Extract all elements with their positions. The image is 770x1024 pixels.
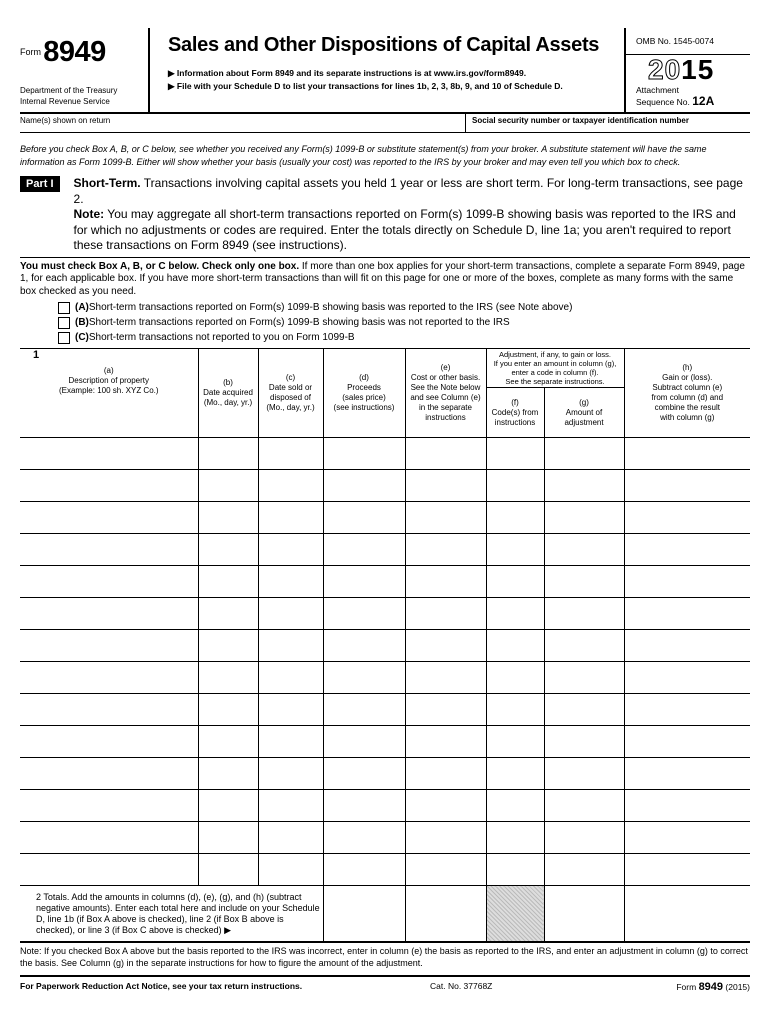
- col-g-entry-cell[interactable]: [544, 438, 624, 470]
- form-reference: [630, 981, 750, 993]
- col-d-entry-cell[interactable]: [323, 726, 405, 758]
- col-c-entry-cell[interactable]: [258, 534, 323, 566]
- col-c-entry-cell[interactable]: [258, 694, 323, 726]
- col-b-entry-cell[interactable]: [198, 534, 258, 566]
- col-a-entry-cell[interactable]: [20, 694, 198, 726]
- col-g-entry-cell[interactable]: [544, 758, 624, 790]
- form-ref-prefix: Form: [676, 982, 697, 992]
- box-options: [58, 300, 750, 345]
- col-b-entry-cell[interactable]: [198, 438, 258, 470]
- col-d-entry-cell[interactable]: [323, 854, 405, 886]
- col-c-header: (c) Date sold or disposed of (Mo., day, yr.): [258, 349, 323, 438]
- col-h-entry-cell[interactable]: [624, 790, 750, 822]
- col-c-entry-cell[interactable]: [258, 598, 323, 630]
- col-e-entry-cell[interactable]: [405, 438, 486, 470]
- col-b-entry-cell[interactable]: [198, 758, 258, 790]
- col-f-entry-cell[interactable]: [486, 502, 544, 534]
- col-h-entry-cell[interactable]: [624, 694, 750, 726]
- box-b-label: (B): [75, 317, 89, 328]
- col-a-header: [20, 349, 198, 438]
- col-e-entry-cell[interactable]: [405, 630, 486, 662]
- col-b-entry-cell[interactable]: [198, 598, 258, 630]
- col-a-entry-cell[interactable]: [20, 598, 198, 630]
- box-c-checkbox[interactable]: [58, 332, 70, 344]
- col-h-entry-cell[interactable]: [624, 854, 750, 886]
- col-d-entry-cell[interactable]: [323, 790, 405, 822]
- omb-number: OMB No. 1545-0074: [626, 28, 750, 55]
- col-g-entry-cell[interactable]: [544, 534, 624, 566]
- name-field[interactable]: [20, 114, 466, 132]
- table-row: [20, 470, 750, 502]
- col-a-entry-cell[interactable]: [20, 662, 198, 694]
- col-f-entry-cell[interactable]: [486, 470, 544, 502]
- col-c-entry-cell[interactable]: [258, 790, 323, 822]
- table-row: [20, 790, 750, 822]
- col-b-entry-cell[interactable]: [198, 854, 258, 886]
- col-e-entry-cell[interactable]: [405, 854, 486, 886]
- table-row: [20, 854, 750, 886]
- col-d-entry-cell[interactable]: [323, 534, 405, 566]
- col-d-entry-cell[interactable]: [323, 566, 405, 598]
- adjustment-header: Adjustment, if any, to gain or loss. If you enter an amount in column (g), enter a code in column (f). See the separate instructions.: [486, 349, 624, 388]
- col-h-entry-cell[interactable]: [624, 502, 750, 534]
- info-line1: ▶ Information about Form 8949 and its separate instructions is at www.irs.gov/form8949.: [168, 68, 527, 78]
- col-b-entry-cell[interactable]: [198, 502, 258, 534]
- col-e-entry-cell[interactable]: [405, 822, 486, 854]
- table-row: [20, 662, 750, 694]
- attachment-label: Attachment: [636, 85, 679, 95]
- line-number: 1: [33, 349, 40, 361]
- col-b-entry-cell[interactable]: [198, 822, 258, 854]
- col-e-entry-cell[interactable]: [405, 662, 486, 694]
- col-a-entry-cell[interactable]: [20, 758, 198, 790]
- col-b-entry-cell[interactable]: [198, 694, 258, 726]
- col-c-entry-cell[interactable]: [258, 726, 323, 758]
- col-h-header: (h) Gain or (loss). Subtract column (e) from column (d) and combine the result with column (g): [624, 349, 750, 438]
- col-a-entry-cell[interactable]: [20, 630, 198, 662]
- col-e-header: (e) Cost or other basis. See the Note below and see Column (e) in the separate instructions: [405, 349, 486, 438]
- col-f-entry-cell[interactable]: [486, 854, 544, 886]
- form-ref-number: 8949: [698, 981, 724, 993]
- col-h-entry-cell[interactable]: [624, 438, 750, 470]
- form-title: Sales and Other Dispositions of Capital Assets: [168, 34, 600, 56]
- box-a-label: (A): [75, 302, 89, 313]
- total-h-cell[interactable]: [624, 886, 750, 942]
- table-row: [20, 758, 750, 790]
- sequence-number: 12A: [692, 94, 715, 108]
- col-g-entry-cell[interactable]: [544, 726, 624, 758]
- col-c-entry-cell[interactable]: [258, 630, 323, 662]
- table-row: [20, 630, 750, 662]
- col-e-entry-cell[interactable]: [405, 534, 486, 566]
- year-suffix: 15: [681, 54, 715, 85]
- name-row: [20, 114, 750, 133]
- omb-block: [626, 28, 750, 112]
- table-row: [20, 598, 750, 630]
- col-a-entry-cell[interactable]: [20, 854, 198, 886]
- col-h-entry-cell[interactable]: [624, 662, 750, 694]
- col-g-entry-cell[interactable]: [544, 662, 624, 694]
- col-e-entry-cell[interactable]: [405, 470, 486, 502]
- box-a-row: [58, 300, 750, 315]
- col-b-entry-cell[interactable]: [198, 790, 258, 822]
- ssn-label: Social security number or taxpayer identification number: [472, 116, 689, 125]
- must-text: If more than one box applies for your short-term transactions, complete a separate Form 8949, page 1, for each applicable box. If you have more short-term transactions than will fit on this page for one or more of the boxes, complete as many forms with the same box checked as you need.: [20, 260, 745, 297]
- col-b-entry-cell[interactable]: [198, 662, 258, 694]
- col-h-entry-cell[interactable]: [624, 534, 750, 566]
- col-b-entry-cell[interactable]: [198, 630, 258, 662]
- col-d-entry-cell[interactable]: [323, 502, 405, 534]
- form-id-block: [20, 28, 150, 112]
- box-c-row: [58, 330, 750, 345]
- info-line2: ▶ File with your Schedule D to list your transactions for lines 1b, 2, 3, 8b, 9, and 10 of Schedule D.: [168, 81, 563, 91]
- col-c-entry-cell[interactable]: [258, 758, 323, 790]
- total-f-shaded: [486, 886, 544, 942]
- col-f-entry-cell[interactable]: [486, 534, 544, 566]
- must-lead: You must check Box A, B, or C below. Check only one box.: [20, 260, 300, 272]
- basis-note: Note: If you checked Box A above but the basis reported to the IRS was incorrect, enter in column (e) the basis as reported to the IRS, and enter an adjustment in column (g) to correct the basis. See Column (g) in the separate instructions for how to figure the amount of the adjustment.: [20, 942, 750, 969]
- col-c-entry-cell[interactable]: [258, 470, 323, 502]
- part-note-label: Note:: [73, 207, 105, 221]
- col-a-entry-cell[interactable]: [20, 502, 198, 534]
- col-b-entry-cell[interactable]: [198, 566, 258, 598]
- form-label: Form: [20, 47, 41, 57]
- table-row: [20, 438, 750, 470]
- year-prefix: 20: [648, 54, 682, 85]
- col-f-entry-cell[interactable]: [486, 790, 544, 822]
- col-f-entry-cell[interactable]: [486, 438, 544, 470]
- total-g-cell[interactable]: [544, 886, 624, 942]
- col-b-entry-cell[interactable]: [198, 726, 258, 758]
- col-h-entry-cell[interactable]: [624, 566, 750, 598]
- dept-line1: Department of the Treasury: [20, 86, 118, 95]
- col-c-entry-cell[interactable]: [258, 438, 323, 470]
- part-one: [20, 176, 750, 254]
- col-g-entry-cell[interactable]: [544, 790, 624, 822]
- col-h-entry-cell[interactable]: [624, 598, 750, 630]
- col-f-entry-cell[interactable]: [486, 758, 544, 790]
- col-h-entry-cell[interactable]: [624, 630, 750, 662]
- col-g-entry-cell[interactable]: [544, 598, 624, 630]
- tax-year: [626, 55, 750, 85]
- table-row: [20, 534, 750, 566]
- table-row: [20, 822, 750, 854]
- col-e-entry-cell[interactable]: [405, 790, 486, 822]
- totals-label: 2 Totals. Add the amounts in columns (d), (e), (g), and (h) (subtract negative amounts). Enter each total here and include on your Schedule D, line 1b (if Box A above is checked), line 2 (if Box B above is checked), or line 3 (if Box C above is checked) ▶: [20, 886, 323, 942]
- part-note-text: You may aggregate all short-term transactions reported on Form(s) 1099-B showing basis was reported to the IRS and for which no adjustments or codes are required. Enter the totals directly on Schedule D, line 1a; you aren't required to report these transactions on Form 8949 (see instructions).: [73, 207, 736, 252]
- col-a-entry-cell[interactable]: [20, 790, 198, 822]
- col-b-header: (b) Date acquired (Mo., day, yr.): [198, 349, 258, 438]
- col-g-entry-cell[interactable]: [544, 854, 624, 886]
- col-a-entry-cell[interactable]: [20, 822, 198, 854]
- form-ref-year: (2015): [725, 982, 750, 992]
- col-f-entry-cell[interactable]: [486, 822, 544, 854]
- ssn-field[interactable]: [466, 114, 750, 132]
- check-instructions: [20, 257, 750, 299]
- col-d-header: (d) Proceeds (sales price) (see instructions): [323, 349, 405, 438]
- col-h-entry-cell[interactable]: [624, 822, 750, 854]
- col-e-entry-cell[interactable]: [405, 502, 486, 534]
- col-g-entry-cell[interactable]: [544, 502, 624, 534]
- form-header: [20, 28, 750, 114]
- name-label: Name(s) shown on return: [20, 116, 111, 125]
- dept-line2: Internal Revenue Service: [20, 97, 110, 106]
- sequence-label: Sequence No.: [636, 97, 690, 107]
- col-a-text: (a) Description of property (Example: 100 sh. XYZ Co.): [58, 366, 159, 395]
- part-heading: Short-Term.: [73, 176, 141, 190]
- col-a-entry-cell[interactable]: [20, 438, 198, 470]
- total-d-cell[interactable]: [323, 886, 405, 942]
- col-f-entry-cell[interactable]: [486, 598, 544, 630]
- col-e-entry-cell[interactable]: [405, 694, 486, 726]
- col-a-entry-cell[interactable]: [20, 566, 198, 598]
- box-c-label: (C): [75, 332, 89, 343]
- col-h-entry-cell[interactable]: [624, 470, 750, 502]
- col-c-entry-cell[interactable]: [258, 566, 323, 598]
- col-g-entry-cell[interactable]: [544, 566, 624, 598]
- col-c-entry-cell[interactable]: [258, 854, 323, 886]
- form-number: 8949: [43, 36, 106, 68]
- col-f-entry-cell[interactable]: [486, 630, 544, 662]
- cat-number: Cat. No. 37768Z: [430, 981, 493, 991]
- col-d-entry-cell[interactable]: [323, 694, 405, 726]
- col-c-entry-cell[interactable]: [258, 662, 323, 694]
- table-row: [20, 566, 750, 598]
- col-a-entry-cell[interactable]: [20, 470, 198, 502]
- col-f-header: (f) Code(s) from instructions: [486, 388, 544, 438]
- col-b-entry-cell[interactable]: [198, 470, 258, 502]
- form-footer: [20, 975, 750, 993]
- col-d-entry-cell[interactable]: [323, 470, 405, 502]
- col-f-entry-cell[interactable]: [486, 694, 544, 726]
- col-f-entry-cell[interactable]: [486, 662, 544, 694]
- form-title-block: [150, 28, 626, 112]
- col-d-entry-cell[interactable]: [323, 438, 405, 470]
- col-g-entry-cell[interactable]: [544, 470, 624, 502]
- table-row: [20, 726, 750, 758]
- col-e-entry-cell[interactable]: [405, 726, 486, 758]
- col-c-entry-cell[interactable]: [258, 822, 323, 854]
- box-c-text: Short-term transactions not reported to you on Form 1099-B: [88, 332, 355, 343]
- table-row: [20, 502, 750, 534]
- col-g-header: (g) Amount of adjustment: [544, 388, 624, 438]
- col-e-entry-cell[interactable]: [405, 758, 486, 790]
- col-h-entry-cell[interactable]: [624, 758, 750, 790]
- intro-text: Before you check Box A, B, or C below, see whether you received any Form(s) 1099-B or substitute statement(s) from your broker. A substitute statement will have the same information as Form 1099-B. Either will show whether your basis (usually your cost) was reported to the IRS by your broker and may even tell you which box to check.: [20, 144, 707, 167]
- col-c-entry-cell[interactable]: [258, 502, 323, 534]
- col-d-entry-cell[interactable]: [323, 630, 405, 662]
- col-e-entry-cell[interactable]: [405, 566, 486, 598]
- box-b-checkbox[interactable]: [58, 317, 70, 329]
- table-row: [20, 694, 750, 726]
- part-text: Transactions involving capital assets you held 1 year or less are short term. For long-term transactions, see page 2.: [73, 176, 743, 206]
- box-b-row: [58, 315, 750, 330]
- transactions-table: [20, 348, 750, 942]
- col-g-entry-cell[interactable]: [544, 694, 624, 726]
- box-b-text: Short-term transactions reported on Form(s) 1099-B showing basis was not reported to the IRS: [88, 317, 510, 328]
- col-d-entry-cell[interactable]: [323, 598, 405, 630]
- col-g-entry-cell[interactable]: [544, 630, 624, 662]
- col-a-entry-cell[interactable]: [20, 534, 198, 566]
- box-a-text: Short-term transactions reported on Form(s) 1099-B showing basis was reported to the IRS (see Note above): [88, 302, 573, 313]
- col-f-entry-cell[interactable]: [486, 566, 544, 598]
- box-a-checkbox[interactable]: [58, 302, 70, 314]
- col-e-entry-cell[interactable]: [405, 598, 486, 630]
- col-d-entry-cell[interactable]: [323, 758, 405, 790]
- col-d-entry-cell[interactable]: [323, 662, 405, 694]
- col-d-entry-cell[interactable]: [323, 822, 405, 854]
- form-page: [20, 0, 750, 993]
- paperwork-notice: For Paperwork Reduction Act Notice, see your tax return instructions.: [20, 981, 303, 991]
- part-label: Part I: [20, 176, 60, 192]
- col-f-entry-cell[interactable]: [486, 726, 544, 758]
- total-e-cell[interactable]: [405, 886, 486, 942]
- col-a-entry-cell[interactable]: [20, 726, 198, 758]
- col-g-entry-cell[interactable]: [544, 822, 624, 854]
- col-h-entry-cell[interactable]: [624, 726, 750, 758]
